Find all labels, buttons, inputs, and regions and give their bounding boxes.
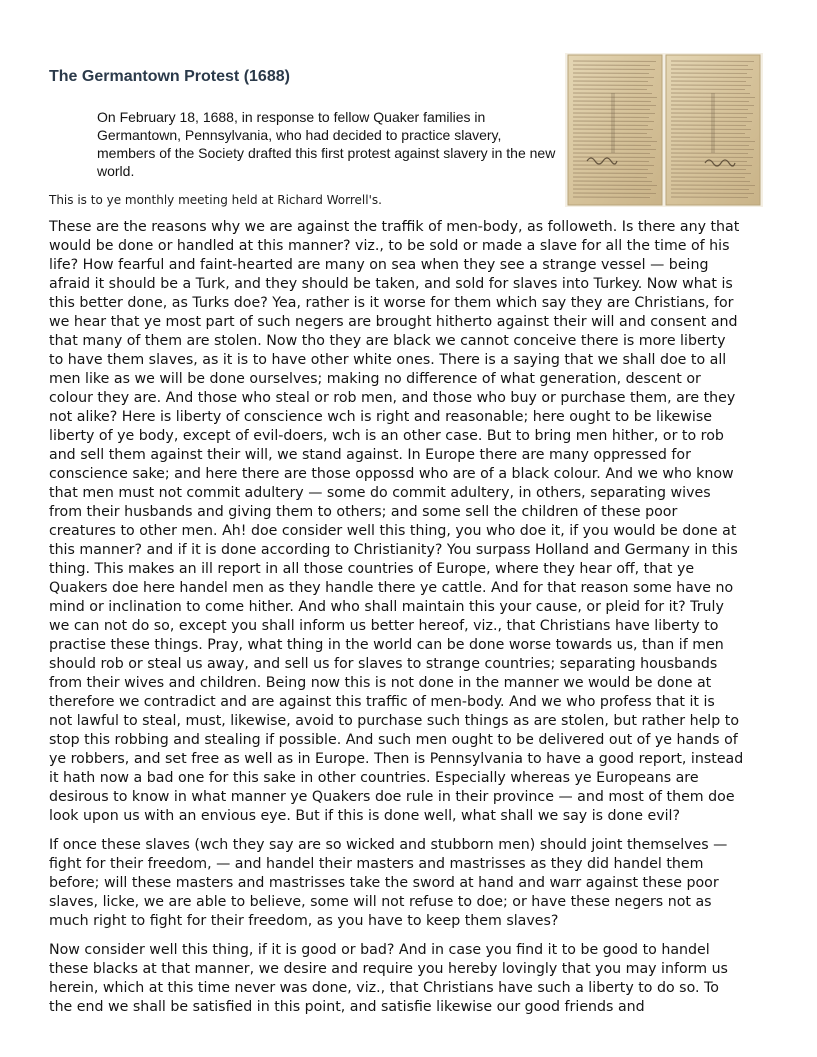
text-line: would be done or handled at this manner? viz., to be sold or made a slave for all the time of his	[49, 238, 730, 254]
text-line: much right to fight for their freedom, as you have to keep them slaves?	[49, 913, 559, 929]
text-line: we can not do so, except you shall inform us better hereof, viz., that Christians have liberty to	[49, 618, 719, 634]
text-line: look upon us with an envious eye. But if this is done well, what shall we say is done evil?	[49, 808, 681, 824]
text-line: from their wives and children. Being now this is not done in the manner we would be done at	[49, 675, 712, 691]
text-line: the end we shall be satisfied in this point, and satisfie likewise our good friends and	[49, 999, 645, 1015]
text-line: and sell them against their will, we stand against. In Europe there are many oppressed for	[49, 447, 691, 463]
text-line: we hear that ye most part of such negers are brought hitherto against their will and consent and	[49, 314, 738, 330]
text-line: fight for their freedom, — and handel their masters and mastrisses as they did handel them	[49, 856, 704, 872]
salutation-line: This is to ye monthly meeting held at Richard Worrell's.	[49, 193, 382, 207]
text-line: mind or inclination to come hither. And who shall maintain this your cause, or pleid for it? Truly	[49, 599, 724, 615]
text-line: Quakers doe here handel men as they handle there ye cattle. And for that reason some have no	[49, 580, 734, 596]
text-line: that many of them are stolen. Now tho they are black we cannot conceive there is more liberty	[49, 333, 726, 349]
text-line: afraid it should be a Turk, and they should be taken, and sold for slaves into Turkey. Now what is	[49, 276, 733, 292]
text-line: These are the reasons why we are against the traffik of men-body, as followeth. Is there any that	[49, 219, 740, 235]
text-line: from their husbands and giving them to others; and some sell the children of these poor	[49, 504, 678, 520]
protest-text	[49, 218, 771, 1027]
text-line: should rob or steal us away, and sell us for slaves to strange countries; separating housbands	[49, 656, 718, 672]
text-line: therefore we contradict and are against this traffic of men-body. And we who profess that it is	[49, 694, 715, 710]
text-line: these blacks at that manner, we desire and require you hereby lovingly that you may inform us	[49, 961, 728, 977]
text-line: herein, which at this time never was done, viz., that Christians have such a liberty to do so. To	[49, 980, 719, 996]
text-line: If once these slaves (wch they say are so wicked and stubborn men) should joint themselves —	[49, 837, 728, 853]
body-paragraph	[49, 941, 771, 1017]
intro-paragraph: On February 18, 1688, in response to fellow Quaker families in Germantown, Pennsylvania, who had decided to practice slavery, members of the Society drafted this first protest against slavery in the new world.	[97, 109, 556, 179]
manuscript-image	[565, 53, 763, 207]
text-line: colour they are. And those who steal or rob men, and those who buy or purchase them, are they	[49, 390, 736, 406]
text-line: creatures to other men. Ah! doe consider well this thing, you who doe it, if you would be done at	[49, 523, 737, 539]
text-line: practise these things. Pray, what thing in the world can be done worse towards us, than if men	[49, 637, 724, 653]
text-line: this manner? and if it is done according to Christianity? You surpass Holland and Germany in this	[49, 542, 738, 558]
text-line: desirous to know in what manner ye Quakers doe rule in their province — and most of them doe	[49, 789, 735, 805]
text-line: conscience sake; and here there are those oppossd who are of a black colour. And we who know	[49, 466, 734, 482]
text-line: Now consider well this thing, if it is good or bad? And in case you find it to be good to handel	[49, 942, 710, 958]
body-paragraph	[49, 836, 771, 931]
text-line: before; will these masters and mastrisses take the sword at hand and warr against these poor	[49, 875, 719, 891]
text-line: life? How fearful and faint-hearted are many on sea when they see a strange vessel — being	[49, 257, 709, 273]
body-paragraph	[49, 218, 771, 826]
text-line: that men must not commit adultery — some do commit adultery, in others, separating wives	[49, 485, 711, 501]
text-line: it hath now a bad one for this sake in other countries. Especially whereas ye Europeans are	[49, 770, 699, 786]
text-line: men like as we will be done ourselves; making no difference of what generation, descent or	[49, 371, 701, 387]
text-line: liberty of ye body, except of evil-doers, wch is an other case. But to bring men hither, or to rob	[49, 428, 724, 444]
page-title: The Germantown Protest (1688)	[49, 68, 290, 85]
text-line: to have them slaves, as it is to have other white ones. There is a saying that we shall doe to all	[49, 352, 727, 368]
text-line: not alike? Here is liberty of conscience wch is right and reasonable; here ought to be likewise	[49, 409, 712, 425]
text-line: this better done, as Turks doe? Yea, rather is it worse for them which say they are Christians, for	[49, 295, 734, 311]
text-line: stop this robbing and stealing if possible. And such men ought to be delivered out of ye hands of	[49, 732, 738, 748]
text-line: not lawful to steal, must, likewise, avoid to purchase such things as are stolen, but rather help to	[49, 713, 740, 729]
text-line: slaves, licke, we are able to believe, some will not refuse to doe; or have these negers not as	[49, 894, 712, 910]
text-line: ye robbers, and set free as well as in Europe. Then is Pennsylvania to have a good report, instead	[49, 751, 744, 767]
text-line: thing. This makes an ill report in all those countries of Europe, where they hear off, that ye	[49, 561, 695, 577]
